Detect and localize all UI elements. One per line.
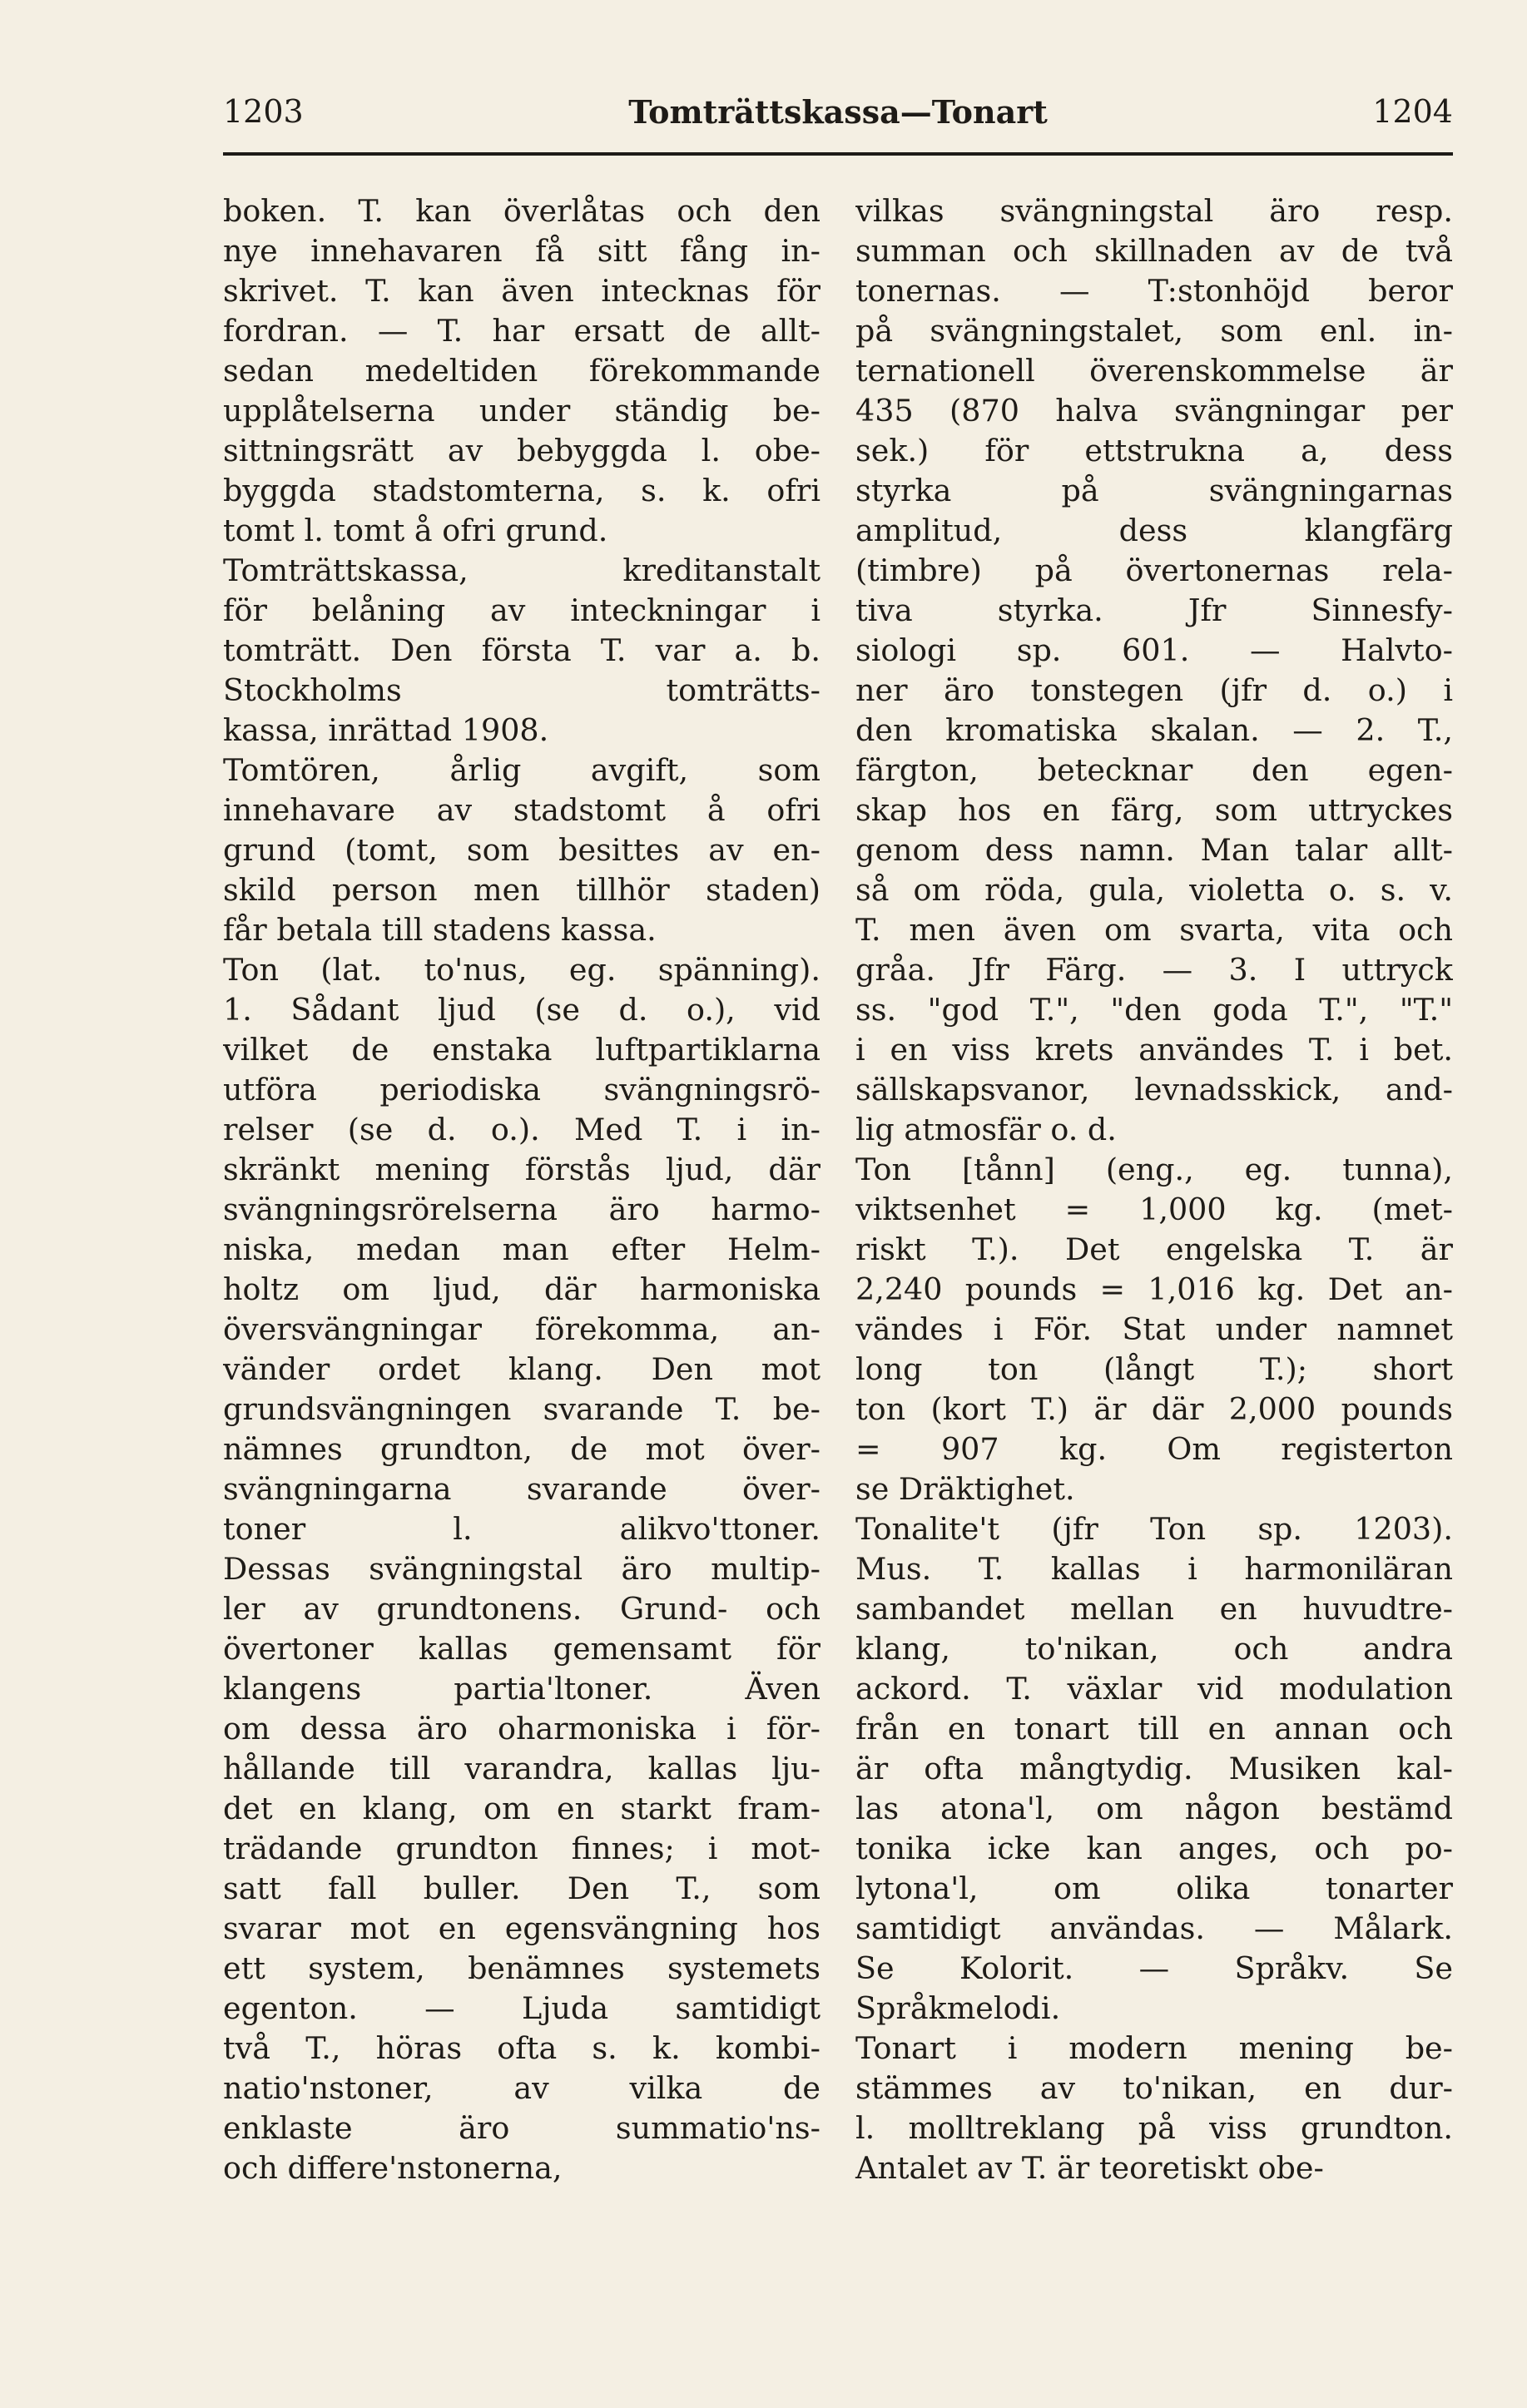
text-line: nye innehavaren få sitt fång in- (223, 233, 821, 269)
text-line: om dessa äro oharmoniska i för- (223, 1711, 821, 1747)
text-line: Mus. T. kallas i harmoniläran (855, 1551, 1453, 1587)
text-line: tonernas. — T:stonhöjd beror (855, 273, 1453, 309)
text-line: long ton (långt T.); short (855, 1351, 1453, 1387)
text-line: ss. "god T.", "den goda T.", "T." (855, 992, 1453, 1028)
text-line: samtidigt användas. — Målark. (855, 1910, 1453, 1946)
text-line: hållande till varandra, kallas lju- (223, 1751, 821, 1786)
text-line: svarar mot en egensvängning hos (223, 1910, 821, 1946)
text-line: klang, to'nikan, och andra (855, 1631, 1453, 1667)
text-line: enklaste äro summatio'ns- (223, 2110, 821, 2146)
text-line: lytona'l, om olika tonarter (855, 1870, 1453, 1906)
text-line: skrivet. T. kan även intecknas för (223, 273, 821, 309)
header-rule (223, 152, 1453, 156)
text-line: svängningsrörelserna äro harmo- (223, 1192, 821, 1227)
text-line: Antalet av T. är teoretiskt obe- (855, 2150, 1324, 2186)
text-line: färgton, betecknar den egen- (855, 752, 1453, 788)
text-line: Tonalite't (jfr Ton sp. 1203). (855, 1511, 1453, 1547)
text-line: för belåning av inteckningar i (223, 592, 821, 628)
text-line: är ofta mångtydig. Musiken kal- (855, 1751, 1453, 1786)
text-line: det en klang, om en starkt fram- (223, 1791, 821, 1826)
text-line: las atona'l, om någon bestämd (855, 1791, 1453, 1826)
text-line: stämmes av to'nikan, en dur- (855, 2070, 1453, 2106)
text-line: trädande grundton finnes; i mot- (223, 1831, 821, 1866)
text-line: amplitud, dess klangfärg (855, 513, 1453, 548)
text-line: (timbre) på övertonernas rela- (855, 552, 1453, 588)
text-line: viktsenhet = 1,000 kg. (met- (855, 1192, 1453, 1227)
text-line: skränkt mening förstås ljud, där (223, 1152, 821, 1187)
text-line: riskt T.). Det engelska T. är (855, 1231, 1453, 1267)
text-line: svängningarna svarande över- (223, 1471, 821, 1507)
text-line: Tomtören, årlig avgift, som (223, 752, 821, 788)
text-line: på svängningstalet, som enl. in- (855, 313, 1453, 349)
text-line: den kromatiska skalan. — 2. T., (855, 712, 1453, 748)
text-line: sambandet mellan en huvudtre- (855, 1591, 1453, 1627)
text-line: gråa. Jfr Färg. — 3. I uttryck (855, 952, 1453, 988)
text-line: så om röda, gula, violetta o. s. v. (855, 872, 1453, 908)
text-line: byggda stadstomterna, s. k. ofri (223, 473, 821, 508)
text-line: Ton (lat. to'nus, eg. spänning). (223, 952, 821, 988)
text-line: Tonart i modern mening be- (855, 2030, 1453, 2066)
text-line: ner äro tonstegen (jfr d. o.) i (855, 672, 1453, 708)
text-line: tiva styrka. Jfr Sinnesfy- (855, 592, 1453, 628)
text-line: och differe'nstonerna, (223, 2150, 563, 2186)
text-line: grund (tomt, som besittes av en- (223, 832, 821, 868)
text-line: vilkas svängningstal äro resp. (855, 193, 1453, 229)
text-line: styrka på svängningarnas (855, 473, 1453, 508)
text-line: niska, medan man efter Helm- (223, 1231, 821, 1267)
text-line: skap hos en färg, som uttryckes (855, 792, 1453, 828)
page-number-right: 1204 (1372, 93, 1453, 130)
text-line: upplåtelserna under ständig be- (223, 393, 821, 429)
text-line: toner l. alikvo'ttoner. (223, 1511, 821, 1547)
text-line: tomt l. tomt å ofri grund. (223, 513, 608, 548)
text-line: siologi sp. 601. — Halvto- (855, 632, 1453, 668)
text-line: vilket de enstaka luftpartiklarna (223, 1032, 821, 1068)
text-line: satt fall buller. Den T., som (223, 1870, 821, 1906)
text-line: relser (se d. o.). Med T. i in- (223, 1112, 821, 1147)
text-line: nämnes grundton, de mot över- (223, 1431, 821, 1467)
page-header (223, 93, 1453, 143)
text-line: egenton. — Ljuda samtidigt (223, 1990, 821, 2026)
text-line: ackord. T. växlar vid modulation (855, 1671, 1453, 1707)
page-number-left: 1203 (223, 93, 304, 130)
text-line: tonika icke kan anges, och po- (855, 1831, 1453, 1866)
text-line: övertoner kallas gemensamt för (223, 1631, 821, 1667)
text-line: tomträtt. Den första T. var a. b. (223, 632, 821, 668)
text-line: två T., höras ofta s. k. kombi- (223, 2030, 821, 2066)
text-line: i en viss krets användes T. i bet. (855, 1032, 1453, 1068)
text-line: se Dräktighet. (855, 1471, 1075, 1507)
text-line: T. men även om svarta, vita och (855, 912, 1453, 948)
text-line: innehavare av stadstomt å ofri (223, 792, 821, 828)
text-line: boken. T. kan överlåtas och den (223, 193, 821, 229)
text-line: grundsvängningen svarande T. be- (223, 1391, 821, 1427)
text-line: ton (kort T.) är där 2,000 pounds (855, 1391, 1453, 1427)
text-line: holtz om ljud, där harmoniska (223, 1271, 821, 1307)
text-line: skild person men tillhör staden) (223, 872, 821, 908)
text-line: vändes i För. Stat under namnet (855, 1311, 1453, 1347)
text-line: klangens partia'ltoner. Även (223, 1671, 821, 1707)
text-line: Se Kolorit. — Språkv. Se (855, 1950, 1453, 1986)
text-line: summan och skillnaden av de två (855, 233, 1453, 269)
text-line: natio'nstoner, av vilka de (223, 2070, 821, 2106)
text-line: = 907 kg. Om registerton (855, 1431, 1453, 1467)
text-line: utföra periodiska svängningsrö- (223, 1072, 821, 1107)
text-line: sittningsrätt av bebyggda l. obe- (223, 433, 821, 468)
text-line: 435 (870 halva svängningar per (855, 393, 1453, 429)
text-line: Språkmelodi. (855, 1990, 1061, 2026)
text-line: 1. Sådant ljud (se d. o.), vid (223, 992, 821, 1028)
text-line: l. molltreklang på viss grundton. (855, 2110, 1453, 2146)
text-line: Ton [tånn] (eng., eg. tunna), (855, 1152, 1453, 1187)
text-line: 2,240 pounds = 1,016 kg. Det an- (855, 1271, 1453, 1307)
text-line: genom dess namn. Man talar allt- (855, 832, 1453, 868)
text-line: Stockholms tomträtts- (223, 672, 821, 708)
left-column (223, 191, 821, 2188)
text-line: sedan medeltiden förekommande (223, 353, 821, 389)
text-line: Dessas svängningstal äro multip- (223, 1551, 821, 1587)
text-line: sek.) för ettstrukna a, dess (855, 433, 1453, 468)
text-line: översvängningar förekomma, an- (223, 1311, 821, 1347)
right-column (855, 191, 1453, 2188)
text-line: fordran. — T. har ersatt de allt- (223, 313, 821, 349)
running-title: Tomträttskassa—Tonart (628, 93, 1048, 131)
text-line: Tomträttskassa, kreditanstalt (223, 552, 821, 588)
text-line: ett system, benämnes systemets (223, 1950, 821, 1986)
text-line: från en tonart till en annan och (855, 1711, 1453, 1747)
text-line: vänder ordet klang. Den mot (223, 1351, 821, 1387)
text-line: lig atmosfär o. d. (855, 1112, 1117, 1147)
text-line: kassa, inrättad 1908. (223, 712, 549, 748)
text-line: ler av grundtonens. Grund- och (223, 1591, 821, 1627)
text-line: får betala till stadens kassa. (223, 912, 657, 948)
text-line: sällskapsvanor, levnadsskick, and- (855, 1072, 1453, 1107)
text-line: ternationell överenskommelse är (855, 353, 1453, 389)
